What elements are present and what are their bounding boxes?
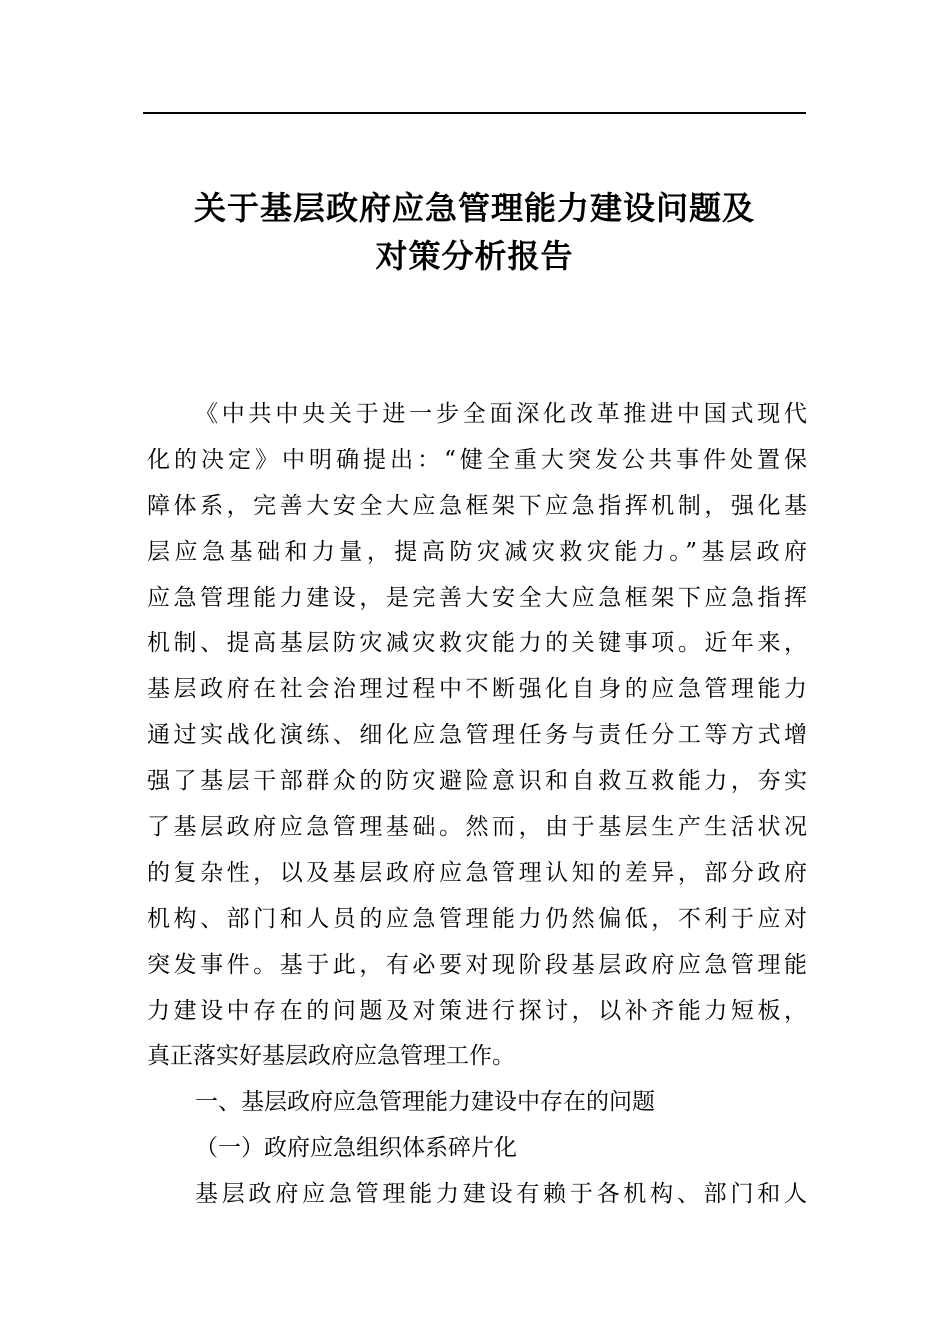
paragraph-line: 应急管理能力建设，是完善大安全大应急框架下应急指挥 (147, 584, 807, 611)
header-rule (143, 112, 806, 114)
paragraph-line: 真正落实好基层政府应急管理工作。 (147, 1043, 515, 1070)
paragraph-line: 《中共中央关于进一步全面深化改革推进中国式现代 (195, 401, 807, 427)
paragraph-line: 的复杂性，以及基层政府应急管理认知的差异，部分政府 (147, 859, 807, 886)
intro-paragraph (147, 392, 807, 1080)
paragraph-line: 化的决定》中明确提出：“健全重大突发公共事件处置保 (147, 446, 807, 473)
paragraph-line: 层应急基础和力量，提高防灾减灾救灾能力。”基层政府 (147, 538, 807, 565)
paragraph-line: 了基层政府应急管理基础。然而，由于基层生产生活状况 (147, 814, 807, 841)
subsection-heading: （一）政府应急组织体系碎片化 (195, 1135, 517, 1162)
paragraph-line: 通过实战化演练、细化应急管理任务与责任分工等方式增 (147, 722, 807, 749)
title-line: 关于基层政府应急管理能力建设问题及 (193, 189, 755, 227)
paragraph-line: 障体系，完善大安全大应急框架下应急指挥机制，强化基 (147, 492, 807, 519)
paragraph-line: 基层政府在社会治理过程中不断强化自身的应急管理能力 (147, 676, 807, 703)
document-body (147, 392, 807, 1218)
paragraph-line: 强了基层干部群众的防灾避险意识和自救互救能力，夯实 (147, 768, 807, 795)
paragraph-line: 机制、提高基层防灾减灾救灾能力的关键事项。近年来， (147, 630, 807, 657)
section-heading: 一、基层政府应急管理能力建设中存在的问题 (195, 1089, 655, 1116)
document-title (143, 184, 806, 280)
paragraph-line: 力建设中存在的问题及对策进行探讨，以补齐能力短板， (147, 997, 807, 1024)
paragraph-line: 机构、部门和人员的应急管理能力仍然偏低，不利于应对 (147, 905, 807, 932)
paragraph-line: 突发事件。基于此，有必要对现阶段基层政府应急管理能 (147, 951, 807, 978)
title-line: 对策分析报告 (375, 237, 574, 275)
paragraph-line: 基层政府应急管理能力建设有赖于各机构、部门和人 (195, 1181, 807, 1208)
